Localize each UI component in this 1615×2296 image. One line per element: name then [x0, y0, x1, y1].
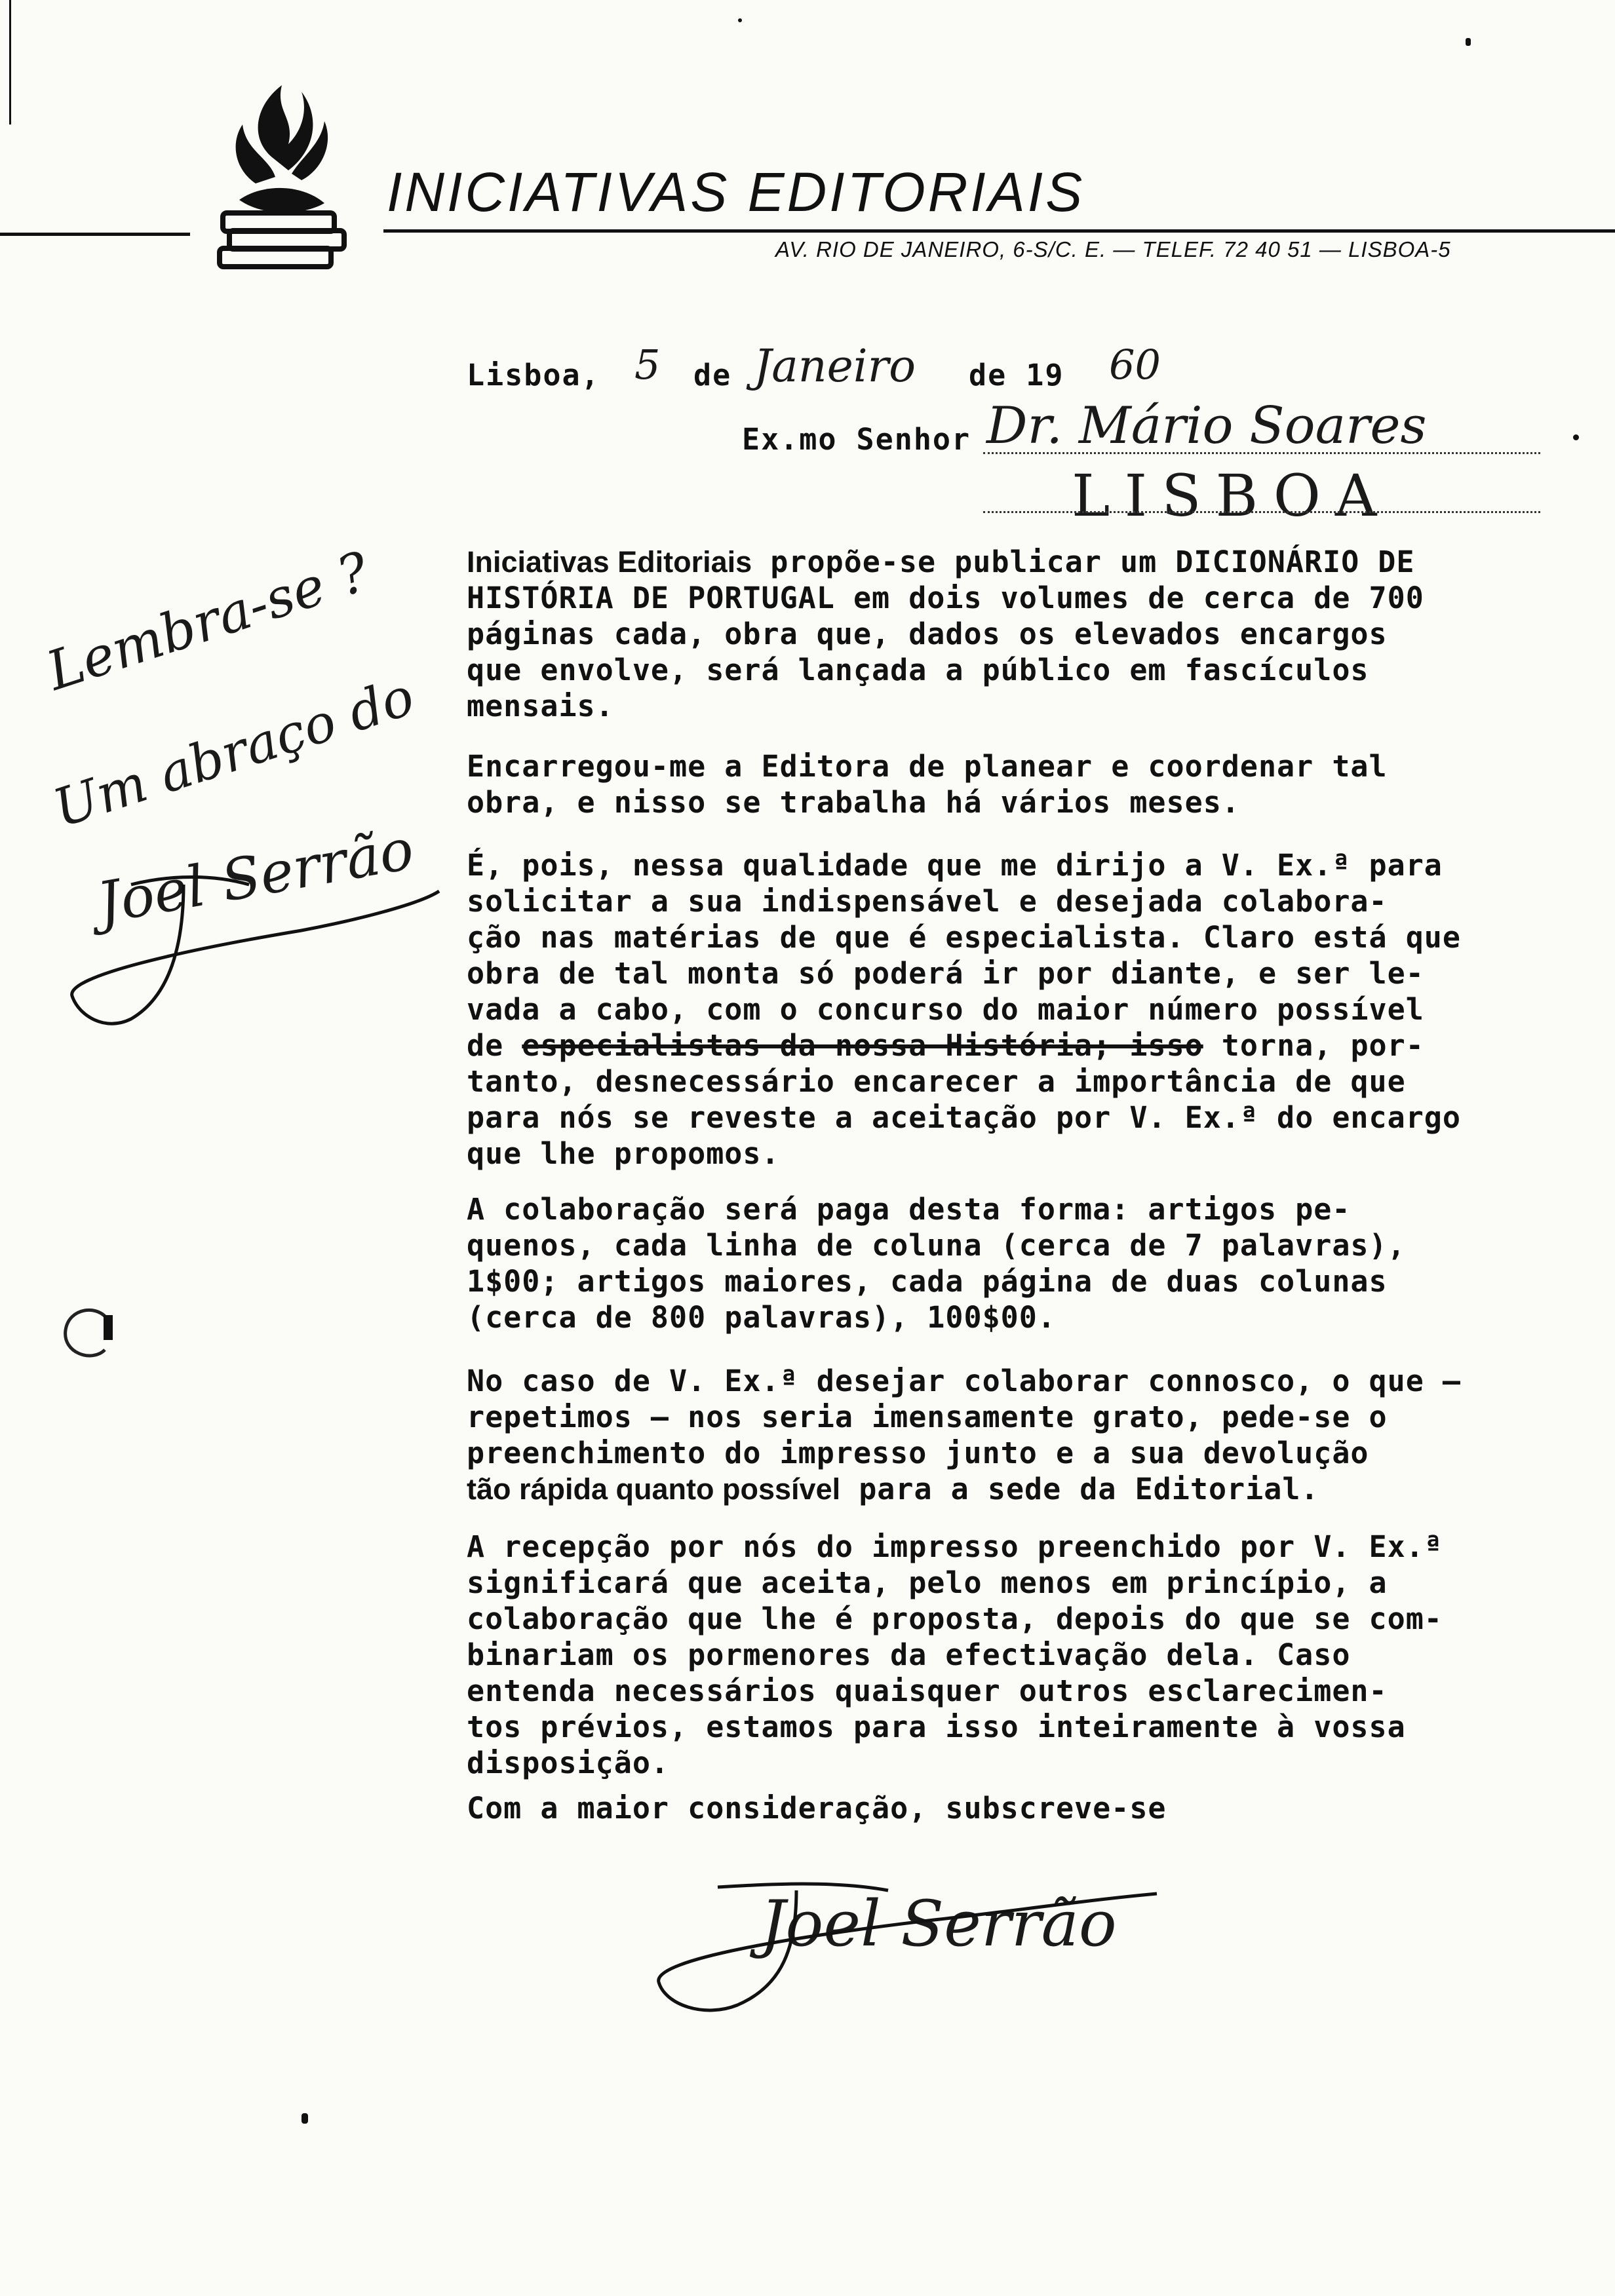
p6-line-1: A recepção por nós do impresso preenchido por V. Ex.ª [467, 1529, 1443, 1564]
date-city-prefix: Lisboa, [467, 358, 600, 392]
p6-line-4: binariam os pormenores da efectivação dela. Caso [467, 1637, 1351, 1672]
p5-line-1: No caso de V. Ex.ª desejar colaborar connosco, o que — [467, 1364, 1461, 1398]
p3-line-9: que lhe propomos. [467, 1136, 780, 1171]
p5-line-2: repetimos — nos seria imensamente grato, pede-se o [467, 1400, 1388, 1434]
p3-line-7: tanto, desnecessário encarecer a importância de que [467, 1064, 1406, 1099]
p1-line-1: Iniciativas Editoriais propõe-se publicar um DICIONÁRIO DE [467, 545, 1415, 579]
p3-line-2: solicitar a sua indispensável e desejada colabora- [467, 884, 1388, 919]
margin-note-signature: Joel Serrão [92, 816, 419, 937]
salutation: Ex.mo Senhor [742, 422, 971, 457]
emphasis-phrase: tão rápida quanto possível [467, 1472, 841, 1506]
p3-line-5: vada a cabo, com o concurso do maior número possível [467, 992, 1424, 1027]
p1-line-4: que envolve, será lançada a público em fascículos [467, 653, 1369, 687]
closing [467, 1790, 1542, 1826]
date-month: Janeiro [754, 341, 916, 392]
p3-line-4: obra de tal monta só poderá ir por diante, e ser le- [467, 956, 1424, 991]
p6-line-6: tos prévios, estamos para isso inteiramente à vossa [467, 1710, 1406, 1744]
p1-line-5: mensais. [467, 689, 614, 723]
letterhead-rule-left [0, 233, 190, 236]
paragraph-6 [467, 1529, 1542, 1781]
scan-edge-line [9, 0, 11, 124]
p3-line-8: para nós se reveste a aceitação por V. Ex.ª do encargo [467, 1100, 1461, 1135]
stray-dot [302, 2113, 308, 2124]
date-de-1: de [693, 358, 732, 392]
p6-line-5: entenda necessários quaisquer outros esclarecimen- [467, 1674, 1388, 1708]
p2-line-2: obra, e nisso se trabalha há vários meses. [467, 785, 1240, 820]
p3-line-1: É, pois, nessa qualidade que me dirijo a V. Ex.ª para [467, 848, 1443, 883]
recipient-city: LISBOA [1072, 462, 1391, 529]
paragraph-1 [467, 544, 1542, 724]
p4-line-3: 1$00; artigos maiores, cada página de duas colunas [467, 1264, 1388, 1299]
recipient-dotted-line [983, 452, 1540, 454]
margin-note-line2: Um abraço do [46, 665, 421, 839]
p3-line-6: de especialistas da nossa História; isso torna, por- [467, 1028, 1424, 1063]
paragraph-4 [467, 1191, 1542, 1335]
signature: Joel Serrão [760, 1887, 1117, 1961]
p1-line-3: páginas cada, obra que, dados os elevados encargos [467, 617, 1388, 651]
p3-line-3: ção nas matérias de que é especialista. Claro está que [467, 920, 1461, 955]
recipient-name: Dr. Mário Soares [986, 396, 1427, 455]
flame-books-logo [210, 59, 347, 275]
p4-line-4: (cerca de 800 palavras), 100$00. [467, 1300, 1056, 1335]
date-de-2: de 19 [969, 358, 1064, 392]
p4-line-2: quenos, cada linha de coluna (cerca de 7 palavras), [467, 1228, 1406, 1263]
stray-dot [738, 18, 742, 22]
stray-dot [1466, 38, 1471, 46]
closing-line: Com a maior consideração, subscreve-se [467, 1791, 1167, 1826]
p5-line-3: preenchimento do impresso junto e a sua devolução [467, 1436, 1369, 1470]
p4-line-1: A colaboração será paga desta forma: artigos pe- [467, 1192, 1351, 1227]
date-year-suffix: 60 [1109, 341, 1161, 389]
struck-text: especialistas da nossa História; isso [522, 1028, 1203, 1063]
stray-dot [1573, 434, 1579, 440]
company-name-inline: Iniciativas Editoriais [467, 545, 752, 579]
margin-note-line1: Lembra-se ? [39, 540, 377, 703]
letterhead-rule-right [383, 229, 1615, 233]
p5-line-4: tão rápida quanto possível para a sede da Editorial. [467, 1472, 1319, 1506]
signature-flourish [639, 1874, 1163, 2025]
p1-line-2: HISTÓRIA DE PORTUGAL em dois volumes de cerca de 700 [467, 581, 1424, 615]
paragraph-2 [467, 748, 1542, 820]
p2-line-1: Encarregou-me a Editora de planear e coordenar tal [467, 749, 1388, 784]
p6-line-2: significará que aceita, pelo menos em princípio, a [467, 1565, 1388, 1600]
company-address: AV. RIO DE JANEIRO, 6-S/C. E. — TELEF. 72 40 51 — LISBOA-5 [775, 237, 1451, 261]
paragraph-5 [467, 1363, 1542, 1507]
p6-line-3: colaboração que lhe é proposta, depois do que se com- [467, 1601, 1443, 1636]
p6-line-7: disposição. [467, 1746, 670, 1780]
paragraph-3 [467, 847, 1542, 1172]
date-day: 5 [634, 341, 661, 389]
stray-circle-mark [59, 1301, 118, 1363]
company-name: INICIATIVAS EDITORIAIS [387, 161, 1085, 223]
margin-signature-flourish [52, 865, 446, 1035]
city-dotted-line [983, 511, 1540, 513]
